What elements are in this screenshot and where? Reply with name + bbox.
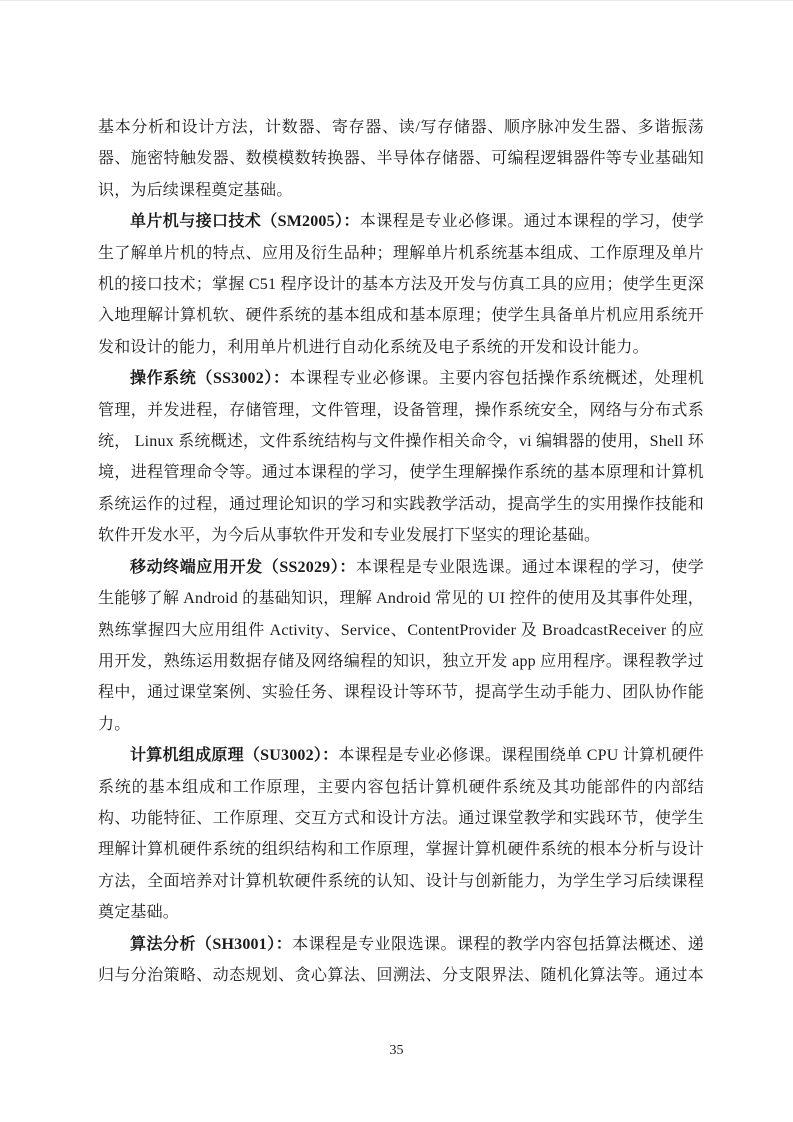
page-body	[98, 112, 704, 991]
paragraph-course-ss3002	[98, 363, 704, 551]
paragraph-course-su3002	[98, 740, 704, 928]
paragraph-course-ss2029	[98, 552, 704, 740]
course-title-ss2029: 移动终端应用开发（SS2029）：	[130, 558, 356, 576]
paragraph-continuation	[98, 112, 704, 206]
course-title-su3002: 计算机组成原理（SU3002）：	[130, 747, 339, 765]
paragraph-text: 本课程是专业限选课。通过本课程的学习，使学生能够了解 Android 的基础知识，理解 Android 常见的 UI 控件的使用及其事件处理，熟练掌握四大应用组件 Activity、Service、ContentProvider 及 BroadcastReceiver 的应用开发，熟练运用数据存储及网络编程的知识，独立开发 app 应用程序。课程教学过程中，通过课堂案例、实验任务、课程设计等环节，提高学生动手能力、团队协作能力。	[98, 558, 704, 733]
page-number: 35	[389, 1043, 404, 1058]
course-title-sm2005: 单片机与接口技术（SM2005）：	[130, 213, 360, 231]
course-title-ss3002: 操作系统（SS3002）：	[130, 370, 290, 388]
paragraph-course-sh3001	[98, 929, 704, 992]
paragraph-text: 本课程专业必修课。主要内容包括操作系统概述，处理机管理，并发进程，存储管理，文件管理，设备管理，操作系统安全，网络与分布式系统， Linux 系统概述，文件系统结构与文件操作相关命令，vi 编辑器的使用，Shell 环境，进程管理命令等。通过本课程的学习，使学生理解操作系统的基本原理和计算机系统运作的过程，通过理论知识的学习和实践教学活动，提高学生的实用操作技能和软件开发水平，为今后从事软件开发和专业发展打下坚实的理论基础。	[98, 370, 704, 545]
paragraph-text: 本课程是专业必修课。课程围绕单 CPU 计算机硬件系统的基本组成和工作原理，主要内容包括计算机硬件系统及其功能部件的内部结构、功能特征、工作原理、交互方式和设计方法。通过课堂教学和实践环节，使学生理解计算机硬件系统的组织结构和工作原理，掌握计算机硬件系统的根本分析与设计方法，全面培养对计算机软硬件系统的认知、设计与创新能力，为学生学习后续课程奠定基础。	[98, 747, 704, 922]
paragraph-text: 基本分析和设计方法，计数器、寄存器、读/写存储器、顺序脉冲发生器、多谐振荡器、施密特触发器、数模模数转换器、半导体存储器、可编程逻辑器件等专业基础知识，为后续课程奠定基础。	[98, 119, 704, 199]
paragraph-text: 本课程是专业必修课。通过本课程的学习，使学生了解单片机的特点、应用及衍生品种；理解单片机系统基本组成、工作原理及单片机的接口技术；掌握 C51 程序设计的基本方法及开发与仿真工具的应用；使学生更深入地理解计算机软、硬件系统的基本组成和基本原理；使学生具备单片机应用系统开发和设计的能力，利用单片机进行自动化系统及电子系统的开发和设计能力。	[98, 213, 704, 356]
paragraph-course-sm2005	[98, 206, 704, 363]
paragraph-text: 本课程是专业限选课。课程的教学内容包括算法概述、递归与分治策略、动态规划、贪心算法、回溯法、分支限界法、随机化算法等。通过本	[98, 935, 704, 984]
course-title-sh3001: 算法分析（SH3001）：	[130, 935, 293, 953]
